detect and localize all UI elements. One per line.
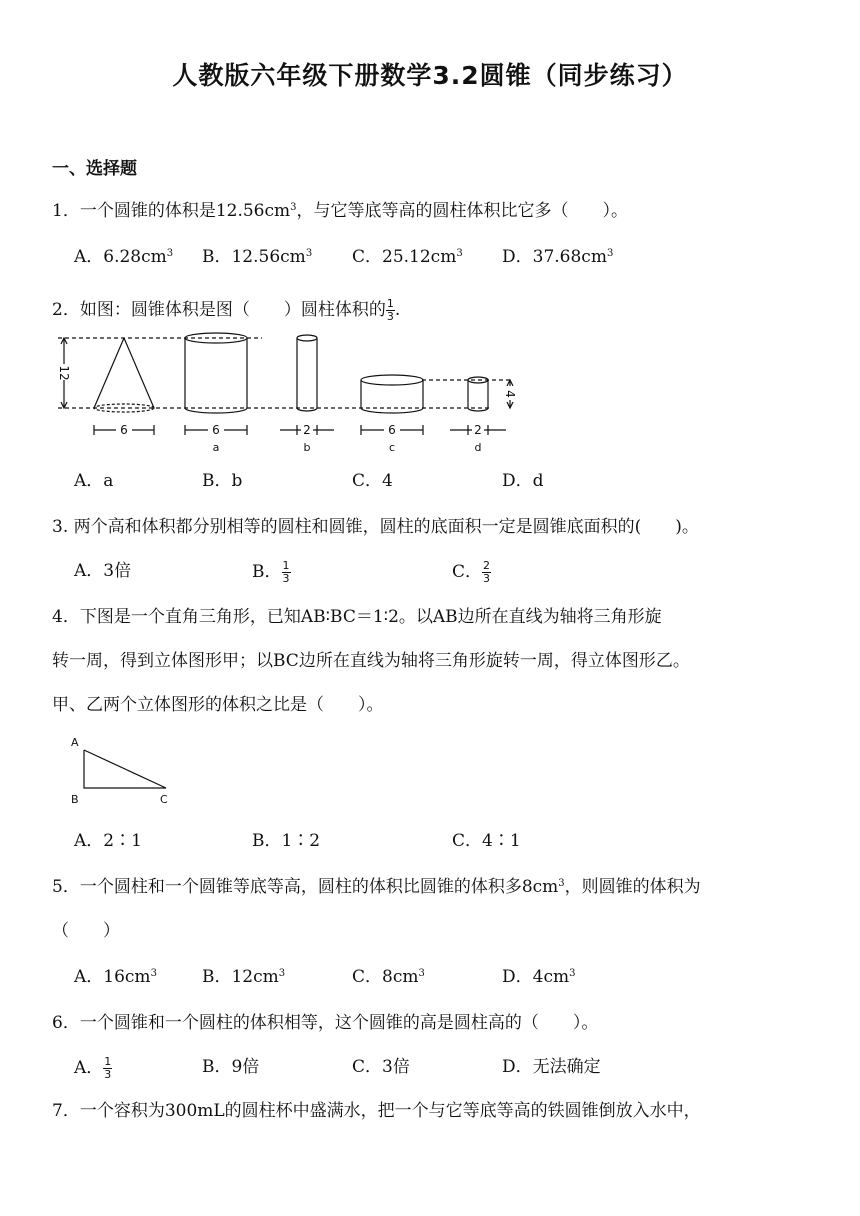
- question-1-stem: [52, 200, 628, 222]
- option-d: D．无法确定: [502, 1057, 601, 1077]
- vertex-c-label: C: [160, 793, 168, 806]
- fraction-two-thirds: $\frac{2}{3}$: [483, 559, 491, 585]
- fraction-one-third: $\frac{1}{3}$: [386, 297, 394, 323]
- page-title: 人教版六年级下册数学3.2圆锥（同步练习）: [172, 61, 688, 90]
- fraction-one-third: $\frac{1}{3}$: [104, 1055, 112, 1081]
- question-1-text: 1．一个圆锥的体积是12.56cm: [52, 201, 291, 221]
- option-c: C．$25.12cm^3$: [352, 247, 463, 267]
- option-b: B．9倍: [202, 1057, 260, 1077]
- question-1-tail: ，与它等底等高的圆柱体积比它多（ ）。: [296, 201, 628, 221]
- superscript: 3: [290, 202, 297, 213]
- option-a: A．a: [74, 471, 114, 491]
- question-3-stem: 3. 两个高和体积都分别相等的圆柱和圆锥，圆柱的底面积一定是圆锥底面积的( )。: [52, 517, 699, 537]
- option-b: B．1∶2: [252, 831, 321, 851]
- vertex-b-label: B: [71, 793, 79, 806]
- question-4-line-1: 4．下图是一个直角三角形，已知AB∶BC＝1∶2。以AB边所在直线为轴将三角形旋: [52, 607, 662, 627]
- option-c: C．3倍: [352, 1057, 410, 1077]
- solids-figure: [52, 330, 522, 463]
- option-c: C．4∶1: [452, 831, 521, 851]
- d-label: d: [474, 441, 482, 454]
- option-a: A．$16cm^3$: [74, 967, 157, 987]
- a-label: a: [212, 441, 220, 454]
- option-d: D．$4cm^3$: [502, 967, 576, 987]
- option-c: C．$8cm^3$: [352, 967, 425, 987]
- question-7-line-1: 7．一个容积为300mL的圆柱杯中盛满水，把一个与它等底等高的铁圆锥倒放入水中，: [52, 1101, 701, 1121]
- question-5-line-2: （ ）: [52, 921, 120, 941]
- d-base-label: 2: [474, 423, 482, 437]
- option-d: D．d: [502, 471, 544, 491]
- c-base-label: 6: [388, 423, 396, 437]
- b-base-label: 2: [303, 423, 311, 437]
- option-c: C． $\frac{2}{3}$: [452, 559, 491, 585]
- a-base-label: 6: [212, 423, 220, 437]
- vertex-a-label: A: [71, 736, 79, 749]
- b-label: b: [303, 441, 311, 454]
- option-a: A．3倍: [74, 561, 132, 581]
- option-b: B．b: [202, 471, 243, 491]
- cone-height-label: 12: [57, 365, 71, 381]
- section-heading: 一、选择题: [52, 159, 137, 179]
- option-a: A．2∶1: [74, 831, 142, 851]
- question-6-stem: 6．一个圆锥和一个圆柱的体积相等，这个圆锥的高是圆柱高的（ ）。: [52, 1013, 599, 1033]
- option-b: B．$12.56cm^3$: [202, 247, 313, 267]
- option-d: D．$37.68cm^3$: [502, 247, 614, 267]
- question-2-text: 2．如图：圆锥体积是图（ ）圆柱体积的: [52, 300, 386, 320]
- triangle-figure: [66, 732, 186, 815]
- fraction-one-third: $\frac{1}{3}$: [282, 559, 290, 585]
- cone-base-label: 6: [120, 423, 128, 437]
- question-4-line-3: 甲、乙两个立体图形的体积之比是（ ）。: [52, 695, 384, 715]
- option-a: A． $\frac{1}{3}$: [74, 1055, 112, 1081]
- c-label: c: [388, 441, 396, 454]
- option-b: B．$12cm^3$: [202, 967, 286, 987]
- option-c: C．4: [352, 471, 393, 491]
- c-height-label: 4: [503, 390, 517, 398]
- question-2-stem: 2．如图：圆锥体积是图（ ）圆柱体积的 $\frac{1}{3}$ .: [52, 297, 401, 323]
- question-4-line-2: 转一周，得到立体图形甲；以BC边所在直线为轴将三角形旋转一周，得立体图形乙。: [52, 651, 690, 671]
- question-5-line-1: 5．一个圆柱和一个圆锥等底等高，圆柱的体积比圆锥的体积多$8cm^3$，则圆锥的体积为: [52, 877, 701, 897]
- option-b: B． $\frac{1}{3}$: [252, 559, 290, 585]
- option-a: A．$6.28cm^3$: [74, 247, 174, 267]
